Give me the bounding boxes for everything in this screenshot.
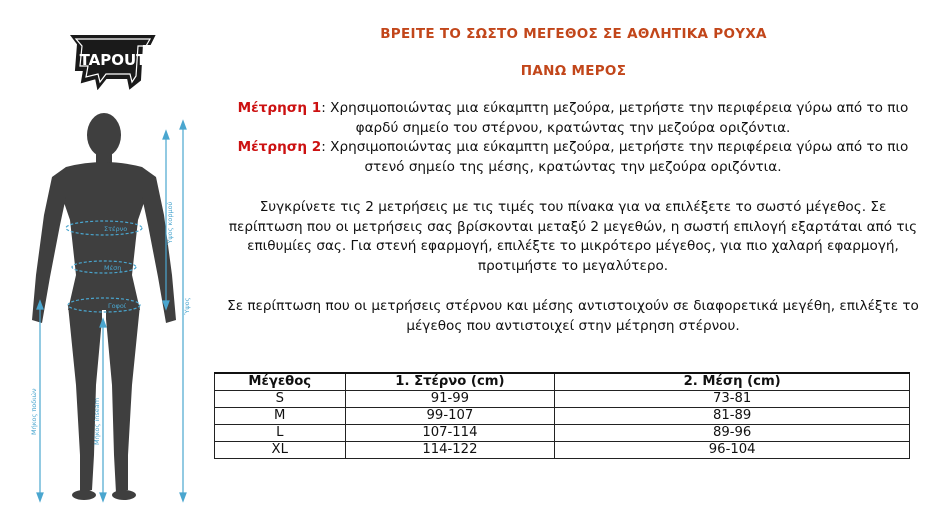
header-size: Μέγεθος (215, 373, 346, 391)
cell-size: M (215, 408, 346, 425)
body-silhouette (0, 105, 215, 505)
cell-waist: 81-89 (555, 408, 910, 425)
measurement1-text: : Χρησιμοποιώντας μια εύκαμπτη μεζούρα, μετρήστε την περιφέρεια γύρω από το πιο φαρδύ σημείο του στέρνου, κρατώντας την μεζούρα οριζόντια. (321, 100, 909, 136)
header-waist: 2. Μέση (cm) (555, 373, 910, 391)
height-label: Ύψος (183, 297, 191, 315)
cell-chest: 99-107 (345, 408, 555, 425)
table-header-row (215, 373, 910, 391)
cell-waist: 96-104 (555, 442, 910, 459)
hips-label: Γοφοί (108, 302, 127, 310)
measurement-instructions (222, 99, 924, 177)
page-title: ΒΡΕΙΤΕ ΤΟ ΣΩΣΤΟ ΜΕΓΕΘΟΣ ΣΕ ΑΘΛΗΤΙΚΑ ΡΟΥΧΑ (380, 26, 767, 42)
compare-paragraph: Συγκρίνετε τις 2 μετρήσεις με τις τιμές του πίνακα για να επιλέξετε το σωστό μέγεθος. Σε περίπτωση που οι μετρήσεις σας βρίσκονται μεταξύ 2 μεγεθών, η σωστή επιλογή εξαρτάται από τις επιθυμίες σας. Για στενή εφαρμογή, επιλέξτε το μικρότερο μέγεθος, για πιο χαλαρή εφαρμογή, προτιμήστε το μεγαλύτερο. (228, 199, 918, 274)
body-measurement-illustration (0, 0, 215, 510)
table-row (215, 425, 910, 442)
table-row (215, 408, 910, 425)
header-chest: 1. Στέρνο (cm) (345, 373, 555, 391)
measurement2-label: Μέτρηση 2 (237, 139, 322, 155)
torso-height-label: Ύψος κορμού (166, 201, 174, 245)
inseam-label: Μήκος inseam (93, 397, 101, 445)
leg-length-label: Μήκος ποδιών (30, 388, 38, 435)
cell-size: XL (215, 442, 346, 459)
table-row (215, 391, 910, 408)
cell-size: S (215, 391, 346, 408)
cell-chest: 114-122 (345, 442, 555, 459)
cell-chest: 91-99 (345, 391, 555, 408)
chest-label: Στέρνο (104, 225, 128, 233)
waist-label: Μέση (104, 264, 122, 272)
logo-text: TAPOUT (79, 51, 147, 69)
cell-size: L (215, 425, 346, 442)
size-table (214, 372, 910, 459)
cell-waist: 89-96 (555, 425, 910, 442)
page-subtitle: ΠΑΝΩ ΜΕΡΟΣ (520, 63, 627, 79)
cell-chest: 107-114 (345, 425, 555, 442)
tapout-logo (66, 30, 160, 90)
measurement1-label: Μέτρηση 1 (237, 100, 322, 116)
measurement2-text: : Χρησιμοποιώντας μια εύκαμπτη μεζούρα, μετρήστε την περιφέρεια γύρω από το πιο στενό σημείο της μέσης, κρατώντας την μεζούρα οριζόντια. (321, 139, 909, 175)
cell-waist: 73-81 (555, 391, 910, 408)
note-paragraph: Σε περίπτωση που οι μετρήσεις στέρνου και μέσης αντιστοιχούν σε διαφορετικά μεγέθη, επιλέξτε το μέγεθος που αντιστοιχεί στην μέτρηση στέρνου. (227, 298, 919, 334)
table-row (215, 442, 910, 459)
